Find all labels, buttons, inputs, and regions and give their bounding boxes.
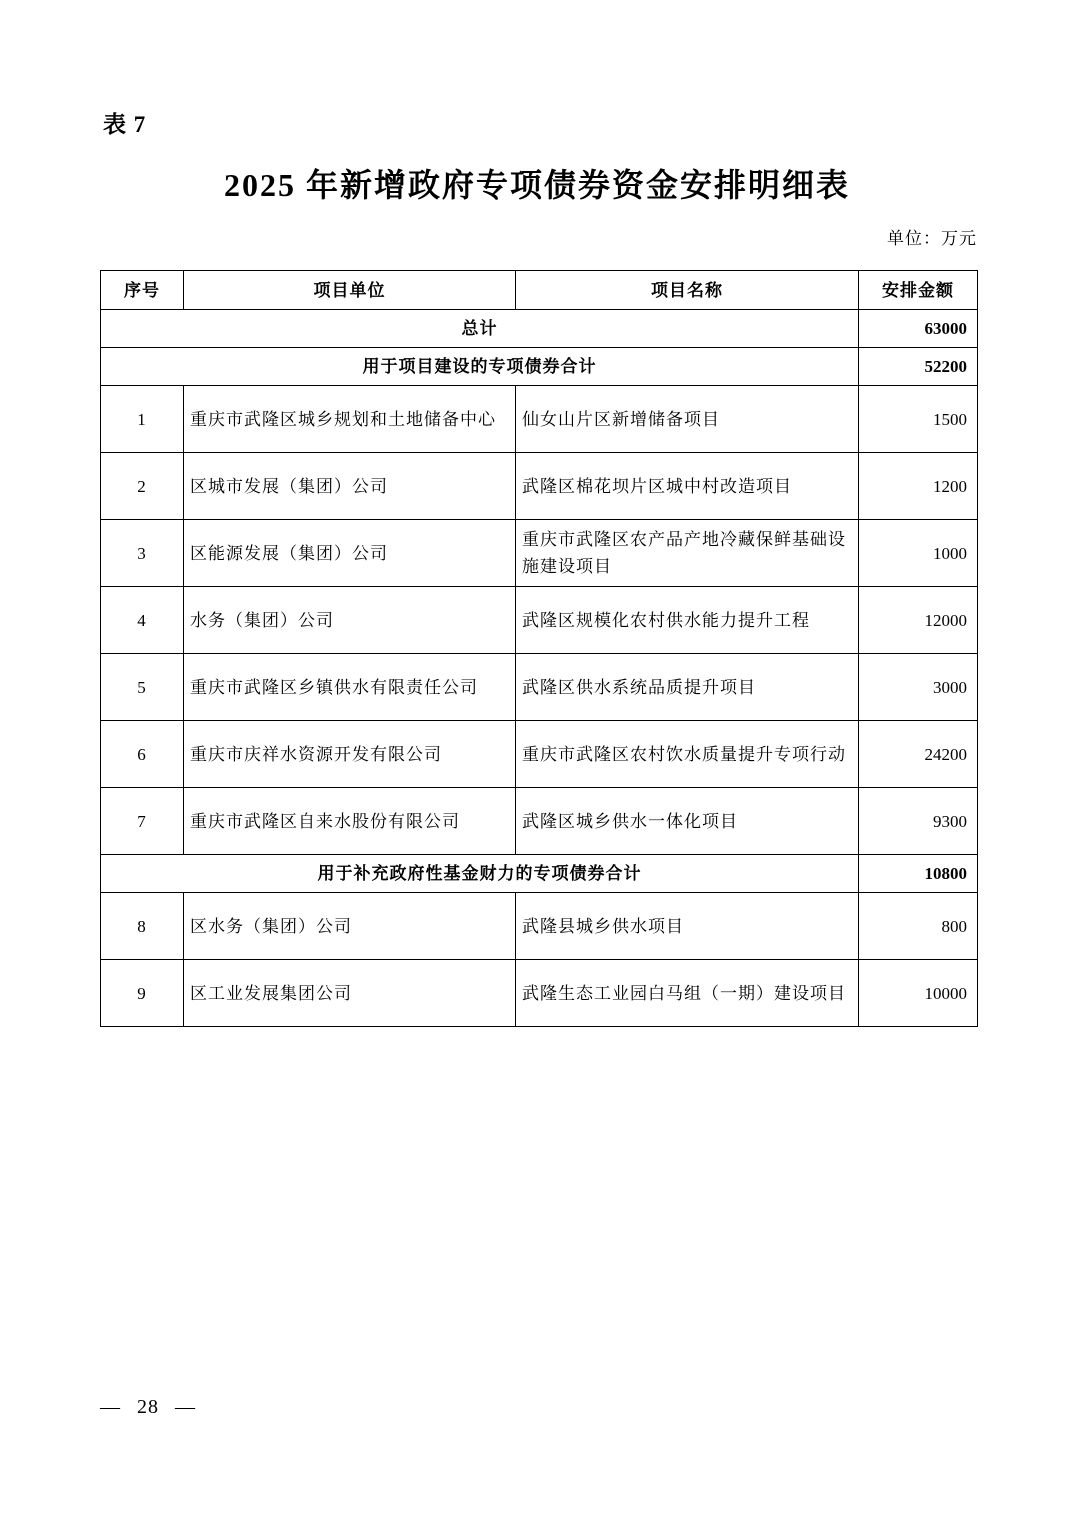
row-project: 武隆县城乡供水项目	[516, 893, 859, 960]
summary-row	[101, 855, 978, 893]
row-amount: 3000	[859, 654, 978, 721]
row-seq: 8	[101, 893, 184, 960]
summary-label: 用于项目建设的专项债券合计	[101, 348, 859, 386]
row-unit: 重庆市武隆区乡镇供水有限责任公司	[184, 654, 516, 721]
table-row	[101, 788, 978, 855]
row-unit: 重庆市庆祥水资源开发有限公司	[184, 721, 516, 788]
col-header-unit: 项目单位	[184, 271, 516, 310]
table-number-label: 表 7	[103, 112, 147, 137]
page-title: 2025 年新增政府专项债券资金安排明细表	[223, 167, 850, 203]
table-row	[101, 520, 978, 587]
row-project: 重庆市武隆区农村饮水质量提升专项行动	[516, 721, 859, 788]
row-project: 武隆区供水系统品质提升项目	[516, 654, 859, 721]
row-seq: 3	[101, 520, 184, 587]
table-row	[101, 721, 978, 788]
table-body	[101, 310, 978, 1027]
row-seq: 5	[101, 654, 184, 721]
table-row	[101, 386, 978, 453]
summary-label: 用于补充政府性基金财力的专项债券合计	[101, 855, 859, 893]
row-project: 武隆区棉花坝片区城中村改造项目	[516, 453, 859, 520]
row-seq: 6	[101, 721, 184, 788]
row-seq: 7	[101, 788, 184, 855]
row-unit: 重庆市武隆区城乡规划和土地储备中心	[184, 386, 516, 453]
row-project: 武隆区规模化农村供水能力提升工程	[516, 587, 859, 654]
row-seq: 4	[101, 587, 184, 654]
row-unit: 重庆市武隆区自来水股份有限公司	[184, 788, 516, 855]
row-amount: 9300	[859, 788, 978, 855]
summary-amount: 52200	[859, 348, 978, 386]
page-number: — 28 —	[100, 1396, 196, 1418]
unit-note: 单位：万元	[887, 229, 977, 248]
row-amount: 12000	[859, 587, 978, 654]
row-seq: 2	[101, 453, 184, 520]
table-row	[101, 654, 978, 721]
col-header-seq: 序号	[101, 271, 184, 310]
row-project: 重庆市武隆区农产品产地冷藏保鲜基础设施建设项目	[516, 520, 859, 587]
row-unit: 水务（集团）公司	[184, 587, 516, 654]
table-header-row	[101, 271, 978, 310]
table-row	[101, 453, 978, 520]
row-seq: 1	[101, 386, 184, 453]
row-amount: 1500	[859, 386, 978, 453]
row-amount: 1200	[859, 453, 978, 520]
row-unit: 区城市发展（集团）公司	[184, 453, 516, 520]
row-seq: 9	[101, 960, 184, 1027]
table-row	[101, 587, 978, 654]
row-amount: 1000	[859, 520, 978, 587]
row-amount: 10000	[859, 960, 978, 1027]
col-header-project: 项目名称	[516, 271, 859, 310]
bond-allocation-table	[100, 270, 978, 1027]
row-project: 仙女山片区新增储备项目	[516, 386, 859, 453]
summary-label: 总计	[101, 310, 859, 348]
row-amount: 24200	[859, 721, 978, 788]
summary-row	[101, 348, 978, 386]
row-unit: 区工业发展集团公司	[184, 960, 516, 1027]
row-unit: 区能源发展（集团）公司	[184, 520, 516, 587]
row-project: 武隆生态工业园白马组（一期）建设项目	[516, 960, 859, 1027]
table-row	[101, 960, 978, 1027]
row-amount: 800	[859, 893, 978, 960]
summary-amount: 10800	[859, 855, 978, 893]
row-project: 武隆区城乡供水一体化项目	[516, 788, 859, 855]
row-unit: 区水务（集团）公司	[184, 893, 516, 960]
col-header-amount: 安排金额	[859, 271, 978, 310]
table-row	[101, 893, 978, 960]
summary-row	[101, 310, 978, 348]
summary-amount: 63000	[859, 310, 978, 348]
